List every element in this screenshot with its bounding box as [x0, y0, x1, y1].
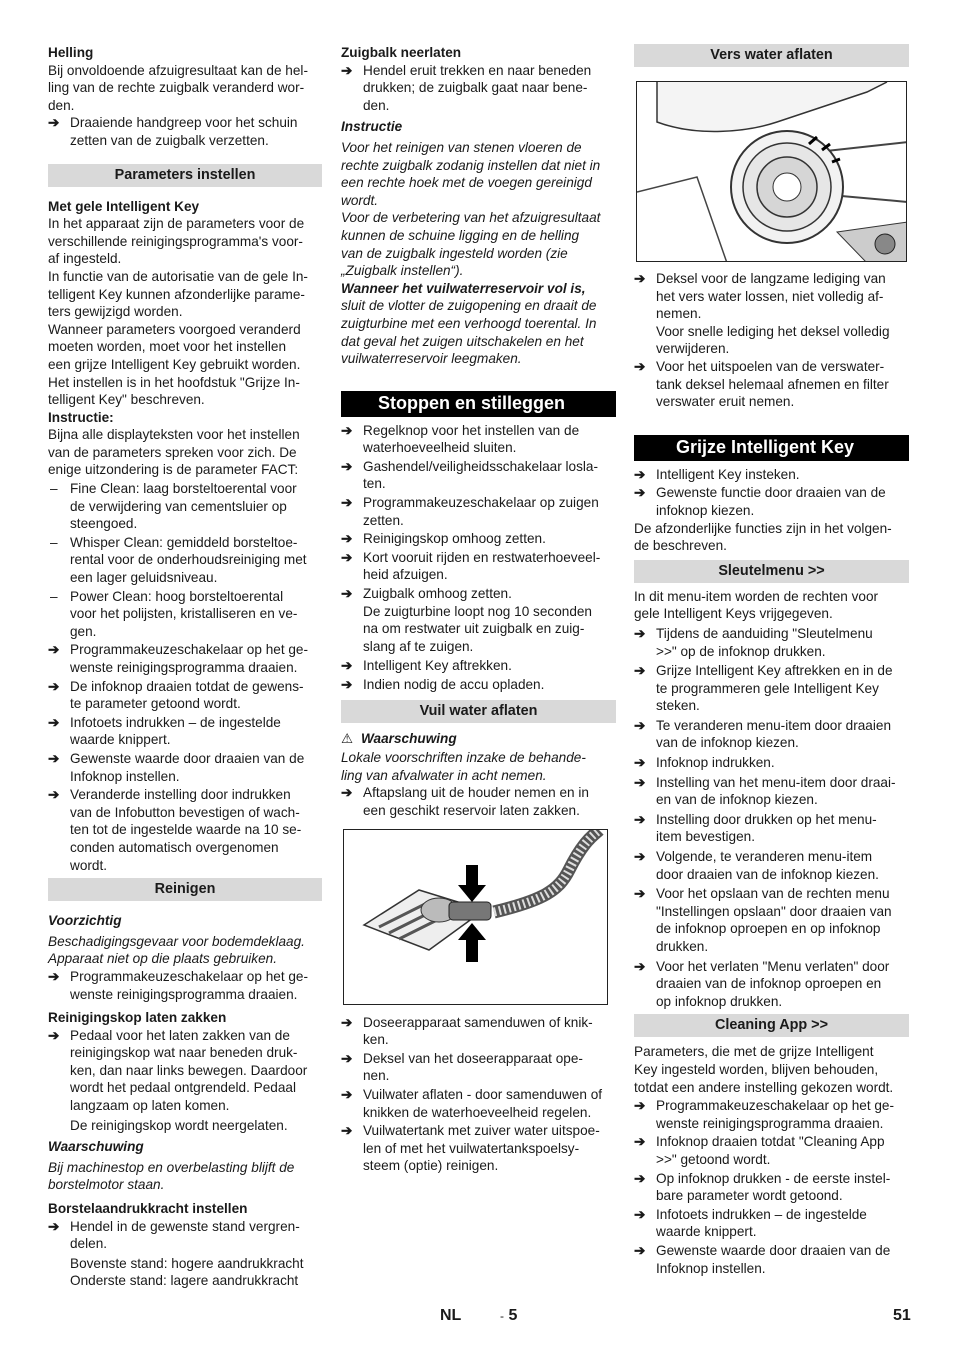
text-line: wenste reinigingsprogramma draaien. — [70, 660, 298, 675]
arrow-icon: ➔ — [48, 678, 60, 694]
warning-title: Waarschuwing — [360, 730, 457, 746]
subsection-title-instructie: Instructie: — [48, 409, 114, 425]
zuigturbine-note — [341, 603, 616, 656]
text-line: een rechte hoek met de voegen gereinigd — [341, 175, 592, 191]
step-list-item — [634, 484, 909, 519]
text-line: wordt. — [70, 857, 108, 873]
text-line: dat geval het zuigen uitschakelen en het — [341, 333, 584, 349]
text-line: De infoknop draaien totdat de gewens- — [70, 678, 304, 694]
text-line: te programmeren gele Intelligent Key — [656, 680, 879, 696]
subsection-title-borstel: Borstelaandrukkracht instellen — [48, 1201, 248, 1217]
text-line: Grijze Intelligent Key aftrekken en in de — [656, 663, 893, 679]
text-line: ling van afvalwater in acht nemen. — [341, 767, 547, 783]
step-list-item — [341, 1014, 616, 1049]
text-line: Voor het reinigen van stenen vloeren de — [341, 139, 582, 155]
step-list-item — [341, 1050, 616, 1085]
warning-text-borstelmotor — [48, 1159, 322, 1194]
text-line: Voor snelle lediging het deksel volledig — [656, 323, 890, 339]
text-line: In het apparaat zijn de parameters voor de — [48, 216, 305, 232]
text-line: Programmakeuzeschakelaar op het ge- — [70, 642, 309, 658]
warning-text — [341, 749, 616, 784]
text-line: Vuilwater aflaten - door samenduwen of — [363, 1086, 603, 1102]
borstel-notes — [48, 1255, 322, 1290]
step-list-item — [634, 1242, 909, 1277]
text-line: sluit de vlotter de zuigopening en draait de — [341, 298, 597, 314]
text-line: waarde knippert. — [70, 732, 171, 748]
arrow-icon: ➔ — [48, 787, 60, 803]
arrow-icon: ➔ — [634, 358, 646, 374]
warning-title-borstelmotor: Waarschuwing — [48, 1139, 144, 1155]
text-line: vuilwaterreservoir leegmaken. — [341, 351, 522, 367]
text-line: knikken de waterhoeveelheid regelen. — [363, 1104, 592, 1120]
text-line: Infoknop indrukken. — [656, 755, 775, 771]
text-line: Aftapslang uit de houder nemen en in — [363, 785, 589, 801]
text-line: Instelling door drukken op het menu- — [656, 811, 877, 827]
arrow-icon: ➔ — [634, 663, 646, 679]
arrow-icon: ➔ — [341, 658, 353, 674]
step-list-item — [634, 625, 909, 660]
arrow-icon: ➔ — [634, 485, 646, 501]
text-line: Gashendel/veiligheidsschakelaar losla- — [363, 458, 599, 474]
text-line: waarde knippert. — [656, 1224, 757, 1240]
fact-option-list — [48, 480, 322, 640]
arrow-icon: ➔ — [48, 714, 60, 730]
text-line: langzaam op laten komen. — [70, 1098, 230, 1114]
arrow-icon: ➔ — [341, 677, 353, 692]
app-paragraph — [634, 1043, 909, 1096]
arrow-icon: ➔ — [634, 466, 646, 482]
result-reinigingskop: De reinigingskop wordt neergelaten. — [70, 1117, 288, 1133]
text-line: steem (optie) reinigen. — [363, 1158, 499, 1174]
text-line: enige uitzondering is de parameter FACT: — [48, 462, 299, 478]
text-line: Programmakeuzeschakelaar op zuigen — [363, 495, 599, 511]
step-zuigbalk — [341, 62, 616, 115]
vuil-step-list — [341, 1014, 616, 1175]
arrow-icon: ➔ — [341, 1014, 353, 1030]
step-aftapslang — [341, 784, 616, 819]
text-line: slang af te zuigen. — [363, 638, 474, 654]
section-band-cleaning-app: Cleaning App >> — [634, 1014, 909, 1037]
footer-page-number: 51 — [893, 1307, 911, 1324]
text-line: delen. — [70, 1236, 108, 1252]
arrow-icon: ➔ — [48, 1027, 60, 1043]
drain-hose-drawing — [344, 830, 608, 1005]
text-line: steengoed. — [70, 516, 138, 532]
text-line: >>" getoond wordt. — [656, 1151, 771, 1167]
text-line: zetten van de zuigbalk verzetten. — [70, 132, 269, 148]
text-line: ten tot de ingestelde waarde na 10 se- — [70, 822, 302, 838]
arrow-icon: ➔ — [634, 625, 646, 641]
section-band-sleutelmenu: Sleutelmenu >> — [634, 560, 909, 583]
text-line: rechte zuigbalk zodanig instellen dat niet in — [341, 157, 601, 173]
text-line: Whisper Clean: gemiddeld borsteltoe- — [70, 534, 298, 550]
text-line: Hendel in de gewenste stand vergren- — [70, 1218, 300, 1234]
text-line: Lokale voorschriften inzake de behande- — [341, 750, 586, 766]
text-line: Draaiende handgreep voor het schuin — [70, 115, 298, 131]
text-line: den. — [48, 97, 75, 113]
arrow-icon: ➔ — [48, 968, 60, 984]
text-line: Gewenste waarde door draaien van de — [70, 750, 305, 766]
arrow-icon: ➔ — [634, 1170, 646, 1186]
stop-step-list-2 — [341, 657, 616, 693]
arrow-icon: ➔ — [341, 495, 353, 511]
arrow-icon: ➔ — [634, 1242, 646, 1258]
arrow-icon: ➔ — [341, 785, 353, 801]
text-line: de verwijdering van cementsluier op — [70, 498, 287, 514]
stop-step-list — [341, 422, 616, 603]
step-list-item — [341, 585, 616, 603]
instruction-text — [341, 139, 616, 280]
text-line: reinigingskop wat naar beneden druk- — [70, 1045, 298, 1061]
step-vers-2 — [634, 358, 909, 411]
sleutel-paragraph — [634, 588, 909, 623]
text-line: de beschreven. — [634, 538, 727, 554]
reservoir-full-title: Wanneer het vuilwaterreservoir vol is, — [341, 280, 586, 296]
parameter-step-list — [48, 641, 322, 874]
text-line: van de Infobutton bevestigen of wach- — [70, 804, 300, 820]
section-band-parameters: Parameters instellen — [48, 164, 322, 187]
text-line: Voor het opslaan van de rechten menu — [656, 886, 890, 902]
instruction-title: Instructie — [341, 119, 403, 135]
text-line: verswater eruit nemen. — [656, 394, 795, 410]
step-borstel — [48, 1218, 322, 1253]
arrow-icon: ➔ — [634, 1134, 646, 1150]
text-line: Reinigingskop omhoog zetten. — [363, 531, 546, 547]
text-line: een lager geluidsniveau. — [70, 570, 218, 586]
step-list-item — [48, 750, 322, 785]
step-reinigen — [48, 968, 322, 1003]
text-line: ken, dan naar links bewegen. Daardoor — [70, 1062, 308, 1078]
text-line: Kort vooruit rijden en restwaterhoeveel- — [363, 549, 601, 565]
text-line: Het instellen is in het hoofdstuk "Grijze In- — [48, 374, 300, 390]
section-band-stoppen: Stoppen en stilleggen — [341, 391, 616, 417]
column-middle — [341, 44, 616, 1175]
text-line: Voor de verbetering van het afzuigresultaat — [341, 210, 601, 226]
step-list-item — [634, 662, 909, 715]
step-list-item — [341, 530, 616, 548]
text-line: item bevestigen. — [656, 829, 755, 845]
text-line: zuigturbine met een verhoogd toerental. In — [341, 315, 597, 331]
text-line: Deksel van het doseerapparaat ope- — [363, 1050, 583, 1066]
text-line: Instelling van het menu-item door draai- — [656, 774, 896, 790]
text-line: drukken. — [656, 939, 709, 954]
text-line: nemen. — [656, 306, 702, 322]
text-line: Bovenste stand: hogere aandrukkracht — [70, 1255, 304, 1271]
paragraph-helling — [48, 62, 322, 115]
arrow-icon: ➔ — [341, 531, 353, 547]
text-line: >>" op de infoknop drukken. — [656, 643, 826, 659]
text-line: Infotoets indrukken – de ingestelde — [70, 714, 281, 730]
text-line: „Zuigbalk instellen“). — [341, 263, 464, 279]
step-list-item — [341, 676, 616, 694]
text-line: verwijderen. — [656, 341, 730, 357]
text-line: ling van de rechte zuigbalk veranderd wor- — [48, 80, 305, 96]
arrow-icon: ➔ — [341, 1123, 353, 1139]
arrow-icon: ➔ — [634, 717, 646, 733]
arrow-icon: ➔ — [634, 811, 646, 827]
text-line: ten. — [363, 476, 386, 492]
text-line: Pedaal voor het laten zakken van de — [70, 1027, 290, 1043]
dash-list-item — [48, 480, 322, 533]
text-line: drukken; de zuigbalk gaat naar bene- — [363, 80, 588, 96]
text-line: In dit menu-item worden de rechten voor — [634, 588, 879, 604]
arrow-icon: ➔ — [634, 1098, 646, 1114]
text-line: na om restwater uit zuigbalk en zuig- — [363, 621, 585, 637]
step-list-item — [341, 458, 616, 493]
step-list-item — [341, 657, 616, 675]
fresh-water-lid-illustration — [636, 81, 907, 262]
text-line: Key ingesteld worden, blijven behouden, — [634, 1061, 879, 1077]
text-line: bare parameter wordt getoond. — [656, 1188, 843, 1204]
text-line: Gewenste waarde door draaien van de — [656, 1242, 891, 1258]
step-list-item — [48, 678, 322, 713]
arrow-icon: ➔ — [634, 958, 646, 974]
text-line: borstelmotor staan. — [48, 1177, 165, 1193]
step-list-item — [634, 811, 909, 846]
text-line: heid afzuigen. — [363, 567, 448, 583]
text-line: kunnen de schuine ligging en de helling — [341, 227, 580, 243]
arrow-icon: ➔ — [48, 115, 60, 131]
step-helling — [48, 114, 322, 149]
text-line: te parameter getoond wordt. — [70, 696, 241, 712]
text-line: de infoknop oproepen en op infoknop — [656, 921, 881, 937]
text-line: gele Intelligent Keys vrijgegeven. — [634, 606, 833, 622]
arrow-icon: ➔ — [341, 1086, 353, 1102]
text-line: Hendel eruit trekken en naar beneden — [363, 62, 592, 78]
arrow-icon: ➔ — [634, 755, 646, 771]
text-line: Fine Clean: laag borsteltoerental voor — [70, 481, 297, 497]
step-list-item — [634, 1097, 909, 1132]
text-line: moeten worden, moet voor het instellen — [48, 339, 287, 355]
arrow-icon: ➔ — [341, 549, 353, 565]
step-list-item — [48, 641, 322, 676]
app-step-list — [634, 1097, 909, 1277]
dash-list-item — [48, 588, 322, 641]
arrow-icon: ➔ — [634, 774, 646, 790]
text-line: In functie van de autorisatie van de gele In- — [48, 268, 308, 284]
reservoir-full-text — [341, 297, 616, 367]
step-list-item — [48, 714, 322, 749]
text-line: Infoknop instellen. — [656, 1260, 766, 1276]
text-line: De afzonderlijke functies zijn in het volgen- — [634, 520, 892, 536]
text-line: Zuigbalk omhoog zetten. — [363, 586, 512, 602]
section-band-vers-water: Vers water aflaten — [634, 44, 909, 67]
arrow-icon: ➔ — [634, 1206, 646, 1222]
arrow-icon: ➔ — [634, 886, 646, 902]
arrow-icon: ➔ — [341, 62, 353, 78]
text-line: en van de infoknop kiezen. — [656, 792, 818, 808]
text-line: totdat een andere instelling gekozen wordt. — [634, 1079, 894, 1095]
step-list-item — [634, 1133, 909, 1168]
step-list-item — [341, 1122, 616, 1175]
step-list-item — [634, 958, 909, 1011]
arrow-icon: ➔ — [48, 642, 60, 658]
text-line: len of met het vuilwatertankspoelsy- — [363, 1140, 580, 1156]
section-title-zuigbalk: Zuigbalk neerlaten — [341, 45, 462, 60]
text-line: Gewenste functie door draaien van de — [656, 485, 886, 501]
step-list-item — [634, 466, 909, 484]
text-line: telligent Key" beschreven. — [48, 392, 205, 408]
text-line: van de zuigbalk ingesteld worden (zie — [341, 245, 568, 261]
dash-marker: – — [50, 481, 58, 497]
text-line: Tijdens de aanduiding "Sleutelmenu — [656, 625, 873, 641]
grijze-paragraph — [634, 520, 909, 555]
text-line: Programmakeuzeschakelaar op het ge- — [656, 1098, 895, 1114]
text-line: den. — [363, 97, 390, 113]
step-list-item — [634, 774, 909, 809]
text-line: Intelligent Key aftrekken. — [363, 658, 512, 674]
step-list-item — [48, 786, 322, 874]
text-line: telligent Key kunnen afzonderlijke parame- — [48, 286, 305, 302]
text-line: Programmakeuzeschakelaar op het ge- — [70, 968, 309, 984]
text-line: door draaien van de infoknop kiezen. — [656, 866, 879, 882]
text-line: Bij machinestop en overbelasting blijft de — [48, 1159, 295, 1175]
text-line: een grijze Intelligent Key gebruikt worden. — [48, 356, 301, 372]
sleutel-step-list — [634, 625, 909, 1010]
step-list-item — [341, 422, 616, 457]
step-list-item — [634, 717, 909, 752]
text-line: rental voor de onderhoudsreiniging met — [70, 552, 307, 568]
section-band-reinigen: Reinigen — [48, 878, 322, 901]
text-line: Apparaat niet op die plaats gebruiken. — [48, 951, 277, 967]
text-line: Te veranderen menu-item door draaien — [656, 717, 892, 733]
text-line: Deksel voor de langzame lediging van — [656, 271, 886, 286]
text-line: De zuigturbine loopt nog 10 seconden — [363, 603, 592, 619]
section-band-grijze-key: Grijze Intelligent Key — [634, 435, 909, 461]
text-line: wenste reinigingsprogramma draaien. — [70, 986, 298, 1002]
step-list-item — [341, 1086, 616, 1121]
text-line: Infoknop instellen. — [70, 768, 180, 784]
warning-triangle-icon: ⚠ — [341, 730, 354, 746]
text-line: wenste reinigingsprogramma draaien. — [656, 1115, 884, 1131]
column-left — [48, 44, 322, 1290]
text-line: Power Clean: hoog borsteltoerental — [70, 588, 284, 604]
arrow-icon: ➔ — [48, 1218, 60, 1234]
text-line: af ingesteld. — [48, 251, 122, 267]
text-line: Wanneer parameters voorgoed veranderd — [48, 321, 301, 337]
footer-language: NL — [440, 1307, 462, 1324]
arrow-icon: ➔ — [48, 750, 60, 766]
step-list-item — [634, 1206, 909, 1241]
text-line: voor het polijsten, kristalliseren en ve- — [70, 606, 298, 622]
text-line: Intelligent Key insteken. — [656, 466, 800, 482]
grijze-step-list — [634, 466, 909, 520]
text-line: Beschadigingsgevaar voor bodemdeklaag. — [48, 933, 305, 949]
caution-title: Voorzichtig — [48, 913, 122, 929]
text-line: zetten. — [363, 512, 404, 528]
text-line: Parameters, die met de grijze Intelligent — [634, 1044, 874, 1060]
text-line: "Instellingen opslaan" door draaien van — [656, 903, 892, 919]
arrow-icon: ➔ — [634, 271, 646, 286]
text-line: van de infoknop kiezen. — [656, 735, 799, 751]
step-vers-1 — [634, 270, 909, 323]
text-line: Veranderde instelling door indrukken — [70, 787, 291, 803]
text-line: Regelknop voor het instellen van de — [363, 422, 580, 438]
text-line: steken. — [656, 698, 700, 714]
paragraph-instructie — [48, 426, 322, 479]
dash-marker: – — [50, 588, 58, 604]
text-line: het vers water lossen, niet volledig af- — [656, 288, 884, 304]
vers-note — [634, 323, 909, 358]
footer-local-page — [500, 1307, 517, 1326]
text-line: Bij onvoldoende afzuigresultaat kan de hel- — [48, 62, 308, 78]
warning-heading — [341, 730, 616, 748]
step-list-item — [634, 754, 909, 772]
text-line: gen. — [70, 623, 97, 639]
text-line: Voor het uitspoelen van de verswater- — [656, 358, 885, 374]
drain-hose-illustration — [343, 829, 608, 1005]
arrow-icon: ➔ — [341, 586, 353, 602]
text-line: een geschikt reservoir laten zakken. — [363, 802, 580, 818]
text-line: Infoknop draaien totdat "Cleaning App — [656, 1134, 885, 1150]
step-list-item — [634, 848, 909, 883]
arrow-icon: ➔ — [341, 422, 353, 438]
arrow-icon: ➔ — [634, 849, 646, 865]
text-line: verschillende reinigingsprogramma's voor- — [48, 233, 303, 249]
dash-list-item — [48, 534, 322, 587]
text-line: infoknop kiezen. — [656, 502, 755, 518]
text-line: Indien nodig de accu opladen. — [363, 677, 545, 692]
text-line: Onderste stand: lagere aandrukkracht — [70, 1273, 299, 1289]
text-line: Doseerapparaat samenduwen of knik- — [363, 1014, 593, 1030]
subsection-title-reinigingskop: Reinigingskop laten zakken — [48, 1010, 227, 1026]
footer-local-prefix: - — [500, 1309, 504, 1323]
dash-marker: – — [50, 534, 58, 550]
step-reinigingskop — [48, 1027, 322, 1115]
step-list-item — [634, 1170, 909, 1205]
section-band-vuil-water: Vuil water aflaten — [341, 700, 616, 723]
subsection-title-gele-key: Met gele Intelligent Key — [48, 198, 200, 214]
text-line: ters gewijzigd worden. — [48, 304, 183, 320]
paragraph-gele-key — [48, 215, 322, 409]
text-line: ken. — [363, 1032, 389, 1048]
text-line: wordt. — [341, 192, 379, 208]
text-line: Vuilwatertank met zuiver water uitspoe- — [363, 1123, 600, 1139]
text-line: conden automatisch overgenomen — [70, 839, 279, 855]
step-list-item — [341, 549, 616, 584]
text-line: tank deksel helemaal afnemen en filter — [656, 376, 889, 392]
section-title-helling: Helling — [48, 45, 94, 60]
footer-local-number: 5 — [508, 1307, 518, 1324]
text-line: draaien van de infoknop oproepen en — [656, 976, 882, 992]
text-line: nen. — [363, 1068, 390, 1084]
text-line: Bijna alle displayteksten voor het instellen — [48, 427, 300, 443]
text-line: Op infoknop drukken - de eerste instel- — [656, 1170, 891, 1186]
step-list-item — [634, 885, 909, 955]
column-right — [634, 44, 909, 1277]
fresh-water-lid-drawing — [637, 82, 907, 262]
caution-text — [48, 933, 322, 968]
text-line: waterhoeveelheid sluiten. — [363, 440, 517, 456]
text-line: van de parameters spreken voor zich. De — [48, 444, 297, 460]
arrow-icon: ➔ — [341, 1050, 353, 1066]
text-line: op infoknop drukken. — [656, 993, 783, 1009]
text-line: wordt het pedaal ontgrendeld. Pedaal — [70, 1080, 296, 1096]
step-list-item — [341, 494, 616, 529]
text-line: Infotoets indrukken – de ingestelde — [656, 1206, 867, 1222]
arrow-icon: ➔ — [341, 458, 353, 474]
text-line: Volgende, te veranderen menu-item — [656, 849, 873, 865]
text-line: Voor het verlaten "Menu verlaten" door — [656, 958, 890, 974]
